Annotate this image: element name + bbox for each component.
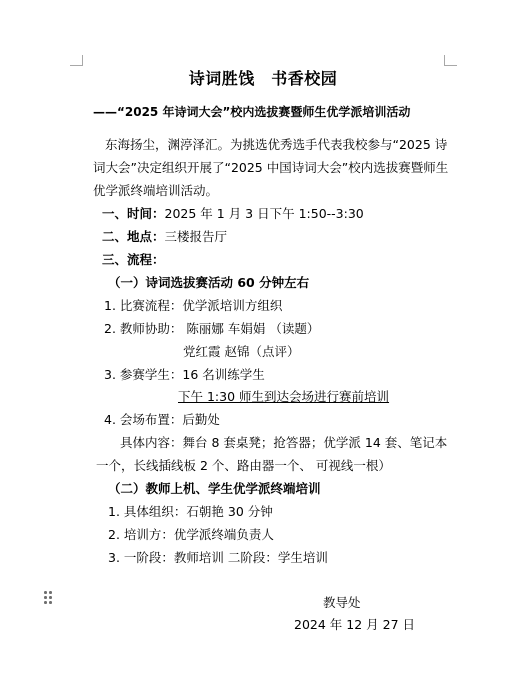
- time-label: 一、时间：: [102, 206, 165, 221]
- list-item: 一个，长线插线板 2 个、路由器一个、 可视线一根）: [96, 458, 391, 473]
- section1-heading: （一）诗词选拔赛活动 60 分钟左右: [108, 275, 310, 290]
- margin-corner-mark: [70, 55, 83, 66]
- drag-handle-icon[interactable]: [44, 591, 54, 605]
- intro-paragraph: 东海扬尘，渊渟泽汇。为挑选优秀选手代表我校参与“2025 诗词大会”决定组织开展了“2025 中国诗词大会”校内选拔赛暨师生优学派终端培训活动。: [93, 137, 449, 198]
- list-item: 3. 参赛学生：16 名训练学生: [104, 367, 265, 382]
- list-item: 2. 培训方：优学派终端负责人: [108, 527, 274, 542]
- document-subtitle: ——“2025 年诗词大会”校内选拔赛暨师生优学派培训活动: [93, 105, 411, 119]
- margin-corner-mark: [444, 55, 457, 66]
- list-item: 1. 具体组织：石朝艳 30 分钟: [108, 504, 273, 519]
- list-item: 4. 会场布置：后勤处: [104, 412, 220, 427]
- place-label: 二、地点：: [102, 229, 165, 244]
- document-title: 诗词胜饯 书香校园: [188, 69, 338, 88]
- signature-date: 2024 年 12 月 27 日: [294, 617, 415, 632]
- list-item: 2. 教师协助： 陈丽娜 车娟娟 （读题）: [104, 321, 320, 336]
- list-item: 具体内容：舞台 8 套桌凳；抢答器；优学派 14 套、笔记本: [120, 435, 448, 450]
- time-value: 2025 年 1 月 3 日下午 1:50--3:30: [164, 206, 364, 221]
- process-label: 三、流程：: [102, 252, 165, 267]
- signature-org: 教导处: [323, 595, 361, 610]
- section2-heading: （二）教师上机、学生优学派终端培训: [108, 481, 321, 496]
- list-item: 1. 比赛流程：优学派培训方组织: [104, 298, 283, 313]
- list-item: 下午 1:30 师生到达会场进行赛前培训: [178, 389, 390, 404]
- place-value: 三楼报告厅: [164, 229, 228, 244]
- list-item: 党红霞 赵锦（点评）: [183, 344, 300, 359]
- place-line: [102, 229, 227, 245]
- list-item: 3. 一阶段：教师培训 二阶段：学生培训: [108, 550, 328, 565]
- time-line: [102, 206, 364, 222]
